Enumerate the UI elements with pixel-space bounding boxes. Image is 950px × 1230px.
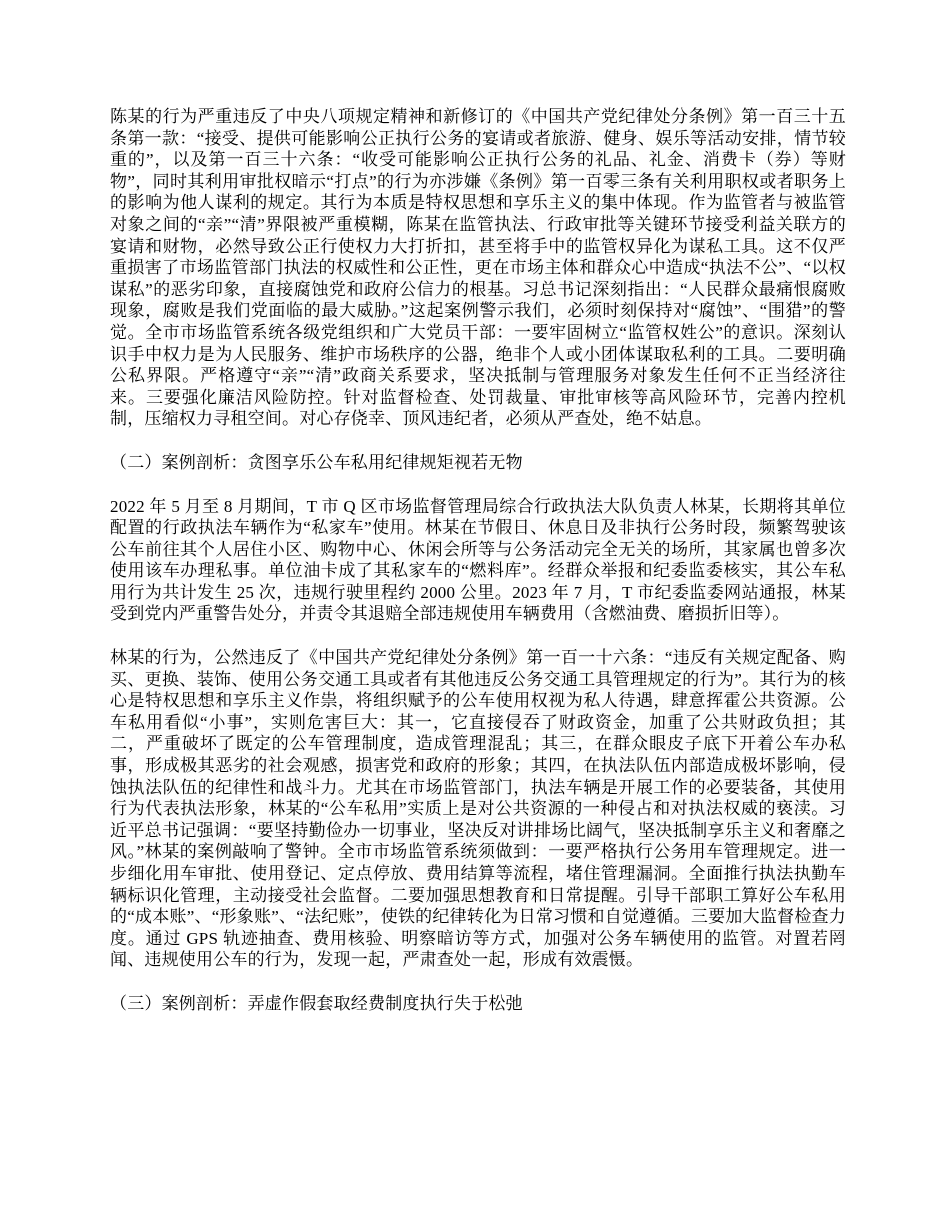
paragraph-case1-analysis: 陈某的行为严重违反了中央八项规定精神和新修订的《中国共产党纪律处分条例》第一百三十五条第一款：“接受、提供可能影响公正执行公务的宴请或者旅游、健身、娱乐等活动安排，情节较重的”，以及第一百三十六条：“收受可能影响公正执行公务的礼品、礼金、消费卡（券）等财物”，同时其利用审批权暗示“打点”的行为亦涉嫌《条例》第一百零三条有关利用职权或者职务上的影响为他人谋利的规定。其行为本质是特权思想和享乐主义的集中体现。作为监管者与被监管对象之间的“亲”“清”界限被严重模糊，陈某在监管执法、行政审批等关键环节接受利益关联方的宴请和财物，必然导致公正行使权力大打折扣，甚至将手中的监管权异化为谋私工具。这不仅严重损害了市场监管部门执法的权威性和公正性，更在市场主体和群众心中造成“执法不公”、“以权谋私”的恶劣印象，直接腐蚀党和政府公信力的根基。习总书记深刻指出：“人民群众最痛恨腐败现象，腐败是我们党面临的最大威胁。”这起案例警示我们，必须时刻保持对“腐蚀”、“围猎”的警觉。全市市场监管系统各级党组织和广大党员干部：一要牢固树立“监管权姓公”的意识。深刻认识手中权力是为人民服务、维护市场秩序的公器，绝非个人或小团体谋取私利的工具。二要明确公私界限。严格遵守“亲”“清”政商关系要求，坚决抵制与管理服务对象发生任何不正当经济往来。三要强化廉洁风险防控。针对监督检查、处罚裁量、审批审核等高风险环节，完善内控机制，压缩权力寻租空间。对心存侥幸、顶风违纪者，必须从严查处，绝不姑息。 [110,107,846,429]
paragraph-case2-analysis: 林某的行为，公然违反了《中国共产党纪律处分条例》第一百一十六条：“违反有关规定配备、购买、更换、装饰、使用公务交通工具或者有其他违反公务交通工具管理规定的行为”。其行为的核心是特权思想和享乐主义作祟，将组织赋予的公车使用权视为私人待遇，肆意挥霍公共资源。公车私用看似“小事”，实则危害巨大：其一，它直接侵吞了财政资金，加重了公共财政负担；其二，严重破坏了既定的公车管理制度，造成管理混乱；其三，在群众眼皮子底下开着公车办私事，形成极其恶劣的社会观感，损害党和政府的形象；其四，在执法队伍内部造成极坏影响，侵蚀执法队伍的纪律性和战斗力。尤其在市场监管部门，执法车辆是开展工作的必要装备，其使用行为代表执法形象，林某的“公车私用”实质上是对公共资源的一种侵占和对执法权威的亵渎。习近平总书记强调：“要坚持勤俭办一切事业，坚决反对讲排场比阔气，坚决抵制享乐主义和奢靡之风。”林某的案例敲响了警钟。全市市场监管系统须做到：一要严格执行公务用车管理规定。进一步细化用车审批、使用登记、定点停放、费用结算等流程，堵住管理漏洞。全面推行执法执勤车辆标识化管理，主动接受社会监督。二要加强思想教育和日常提醒。引导干部职工算好公车私用的“成本账”、“形象账”、“法纪账”，使铁的纪律转化为日常习惯和自觉遵循。三要加大监督检查力度。通过 GPS 轨迹抽查、费用核验、明察暗访等方式，加强对公务车辆使用的监管。对置若罔闻、违规使用公车的行为，发现一起，严肃查处一起，形成有效震慑。 [110,648,846,970]
paragraph-case2-facts: 2022 年 5 月至 8 月期间，T 市 Q 区市场监督管理局综合行政执法大队负责人林某，长期将其单位配置的行政执法车辆作为“私家车”使用。林某在节假日、休息日及非执行公务时段，频繁驾驶该公车前往其个人居住小区、购物中心、休闲会所等与公务活动完全无关的场所，其家属也曾多次使用该车办理私事。单位油卡成了其私家车的“燃料库”。经群众举报和纪委监委核实，其公车私用行为共计发生 25 次，违规行驶里程约 2000 公里。2023 年 7 月，T 市纪委监委网站通报，林某受到党内严重警告处分，并责令其退赔全部违规使用车辆费用（含燃油费、磨损折旧等）。 [110,496,846,624]
section-heading-case3: （三）案例剖析：弄虚作假套取经费制度执行失于松弛 [110,993,523,1013]
section-heading-case2: （二）案例剖析：贪图享乐公车私用纪律规矩视若无物 [110,452,523,472]
